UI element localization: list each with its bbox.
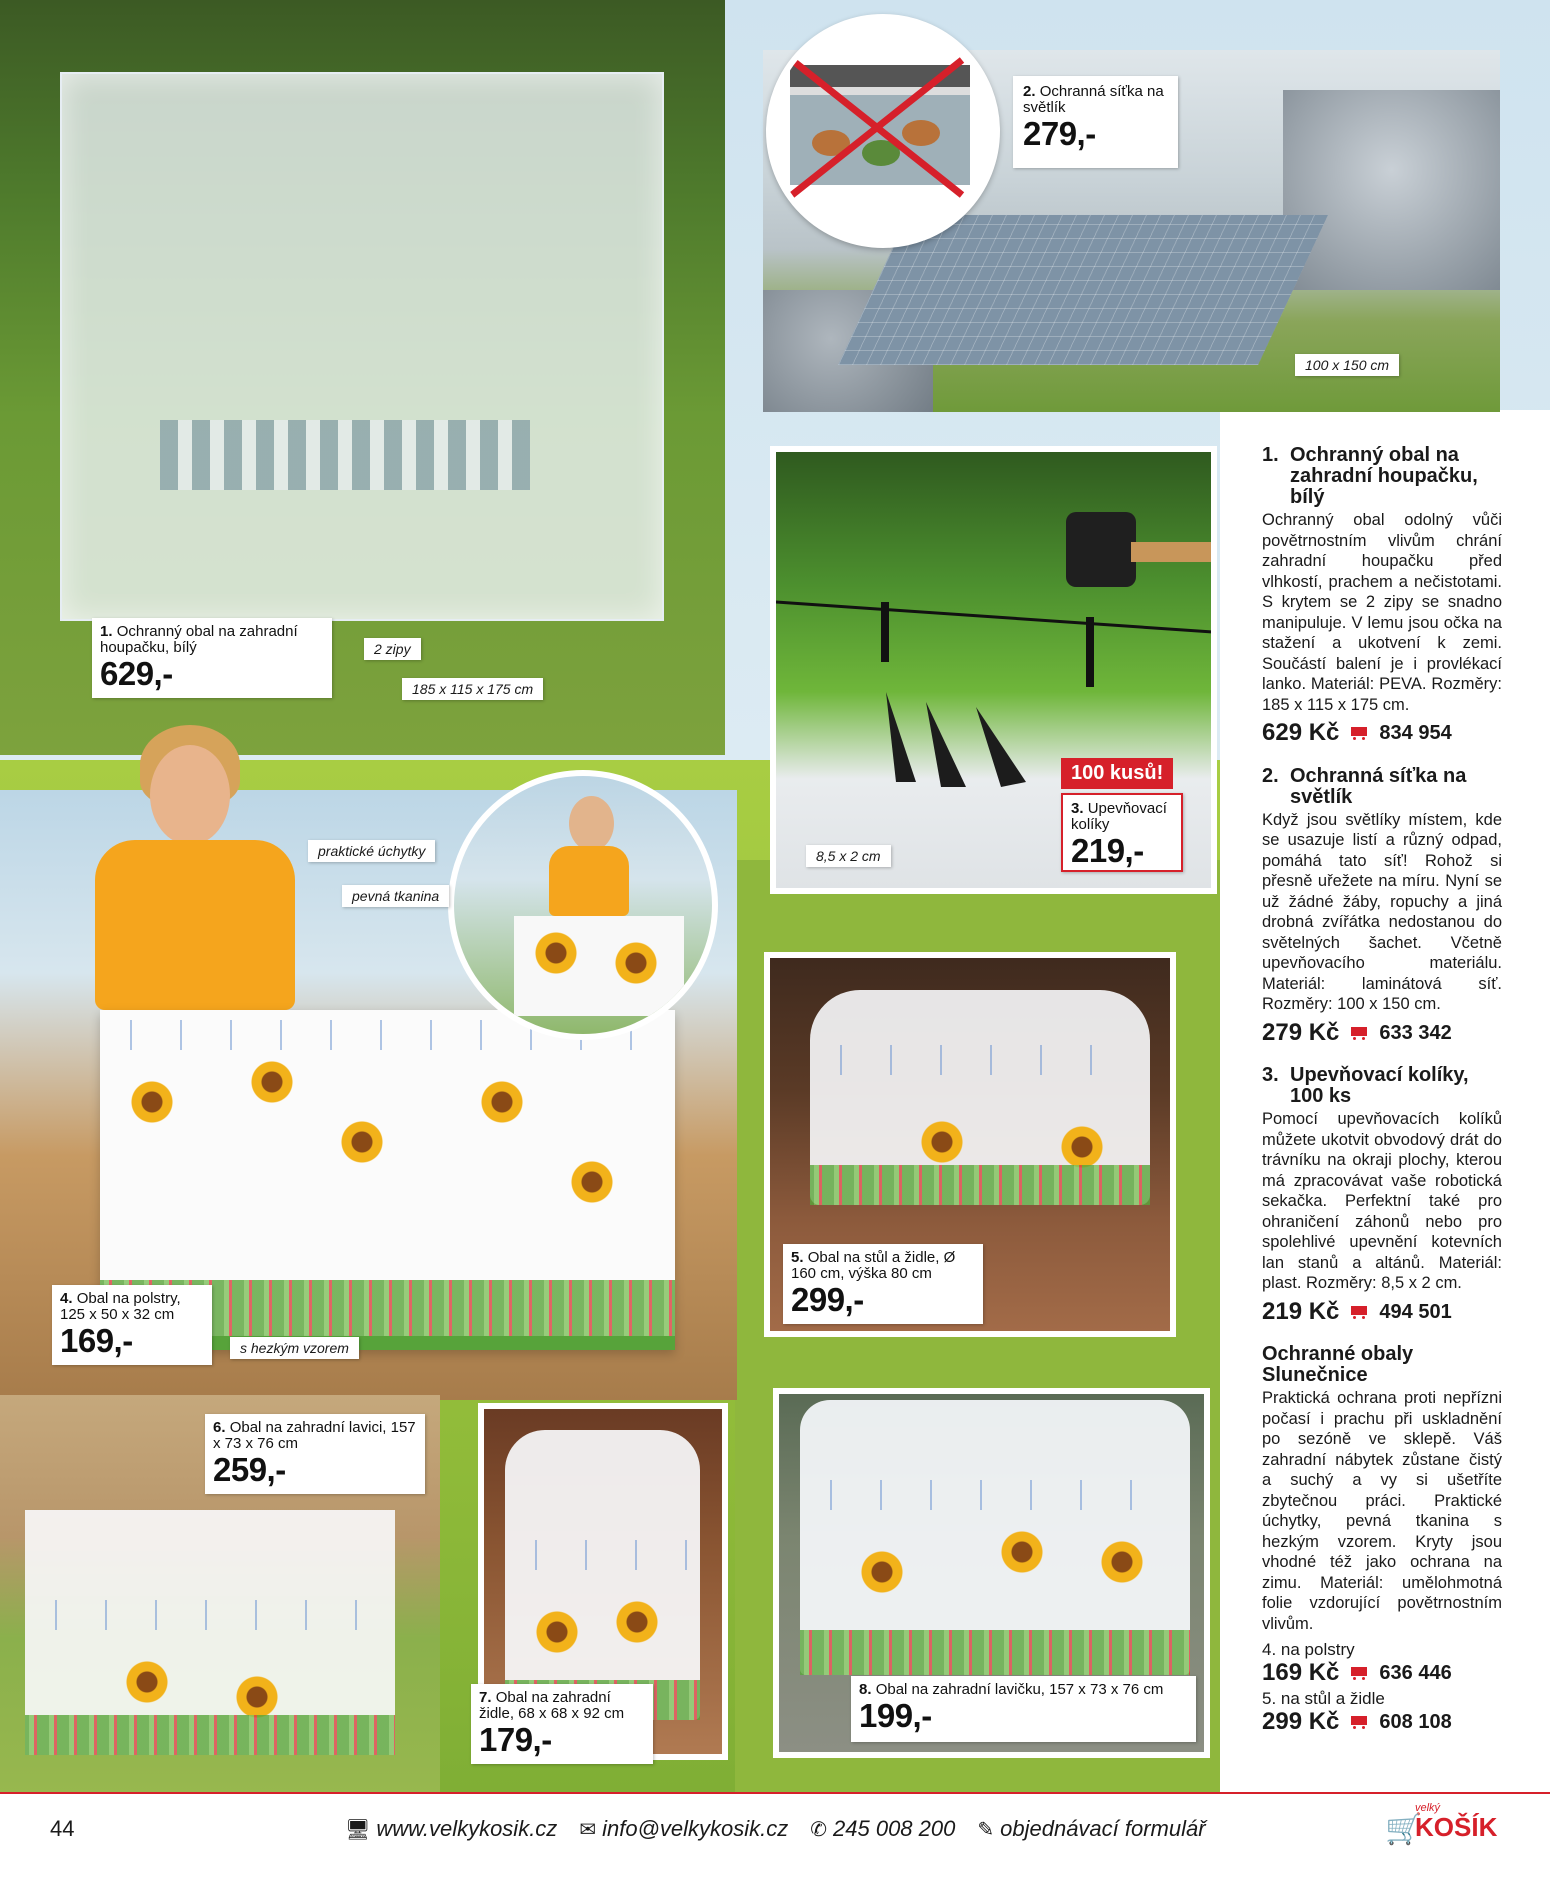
product-label-4 bbox=[52, 1285, 212, 1365]
garden-bench-cover bbox=[25, 1510, 395, 1755]
order-code: 633 342 bbox=[1379, 1021, 1452, 1044]
price: 629 Kč bbox=[1262, 719, 1340, 746]
page-number: 44 bbox=[50, 1816, 75, 1841]
logo-big-text: KOŠÍK bbox=[1415, 1812, 1498, 1842]
phone-text: 245 008 200 bbox=[833, 1816, 956, 1841]
cloud-pattern bbox=[515, 1540, 690, 1570]
flower-border bbox=[800, 1630, 1190, 1675]
phone-link[interactable] bbox=[810, 1816, 955, 1842]
skylight-inset-circle bbox=[766, 14, 1000, 248]
cart-icon bbox=[1349, 725, 1369, 741]
section-title: Ochranná síťka na světlík bbox=[1290, 764, 1467, 808]
handles-tag: praktické úchytky bbox=[308, 840, 435, 862]
product-number: 7. bbox=[479, 1689, 492, 1706]
sunflower-icon bbox=[920, 1120, 964, 1164]
price: 219 Kč bbox=[1262, 1297, 1340, 1325]
sunflower-icon bbox=[480, 1080, 524, 1124]
product-number: 5. bbox=[791, 1249, 804, 1266]
sunflower-icon bbox=[1100, 1540, 1144, 1584]
woman-face bbox=[569, 796, 614, 851]
section-title: Ochranné obaly Slunečnice bbox=[1262, 1343, 1414, 1386]
price-row bbox=[1262, 719, 1502, 746]
strap-tag: pevná tkanina bbox=[342, 885, 449, 907]
product-price: 219,- bbox=[1071, 832, 1144, 869]
product-label-8 bbox=[851, 1676, 1196, 1742]
product-label-1 bbox=[92, 618, 332, 698]
sunflower-icon bbox=[235, 1675, 279, 1719]
rocks-top bbox=[1283, 90, 1500, 290]
order-form-text: objednávací formulář bbox=[1000, 1816, 1206, 1841]
sunflower-icon bbox=[614, 941, 658, 985]
product-label-2 bbox=[1013, 76, 1178, 168]
variant-label: 4. na polstry bbox=[1262, 1640, 1355, 1659]
sunflower-icon bbox=[534, 931, 578, 975]
order-form-link[interactable] bbox=[977, 1816, 1205, 1842]
price-row bbox=[1262, 1707, 1502, 1735]
section-number: 3. bbox=[1262, 1064, 1279, 1086]
phone-icon: ✆ bbox=[810, 1818, 828, 1841]
product-label-6 bbox=[205, 1414, 425, 1494]
section-1 bbox=[1262, 445, 1502, 744]
sunflower-icon bbox=[250, 1060, 294, 1104]
sunflower-icon bbox=[1000, 1530, 1044, 1574]
section-title: Upevňovací kolíky, 100 ks bbox=[1290, 1064, 1469, 1107]
product-name: Obal na polstry, 125 x 50 x 32 cm bbox=[60, 1290, 181, 1323]
size-tag: 100 x 150 cm bbox=[1295, 354, 1399, 376]
section-text: Praktická ochrana proti nepřízni počasí i prachu při uskladnění po sezóně ve sklepě. Váš zahradní nábytek zůstane čistý a suchý a vy si ušetříte zbytečnou práci. Praktické úchytky, pevná tkanina s hezkým vzorem. Kryty jsou vhodné též jako ochrana na zimu. Materiál: umělohmotná folie vzdorující povětrnostním vlivům. bbox=[1262, 1389, 1502, 1633]
swing-seat bbox=[160, 420, 530, 490]
price: 169 Kč bbox=[1262, 1658, 1340, 1686]
table-chairs-cover bbox=[810, 990, 1150, 1205]
bag-inset-circle bbox=[448, 770, 718, 1040]
product-name: Obal na zahradní lavičku, 157 x 73 x 76 cm bbox=[875, 1681, 1164, 1698]
form-icon: ✎ bbox=[977, 1818, 995, 1841]
woman-shirt bbox=[549, 846, 629, 916]
section-number: 2. bbox=[1262, 764, 1279, 787]
section-text: Pomocí upevňovacích kolíků můžete ukotvit obvodový drát do trávníku na okraji plochy, kterou má zpracovávat vaše robotická sekačka. Perfektní také pro ohraničení záhonů nebo pro spolehlivé upevnění kotevních lan stanů a altánů. Materiál: plast. Rozměry: 8,5 x 2 cm. bbox=[1262, 1110, 1502, 1292]
sunflower-icon bbox=[130, 1080, 174, 1124]
garden-chair-cover bbox=[505, 1430, 700, 1720]
section-3 bbox=[1262, 1064, 1502, 1325]
flower-border bbox=[25, 1715, 395, 1755]
product-number: 4. bbox=[60, 1290, 73, 1307]
sunflower-icon bbox=[860, 1550, 904, 1594]
section-number: 1. bbox=[1262, 444, 1279, 466]
cart-icon bbox=[1349, 1665, 1369, 1681]
product-name: Obal na zahradní lavici, 157 x 73 x 76 cm bbox=[213, 1419, 416, 1452]
product-number: 3. bbox=[1071, 800, 1084, 817]
product-price: 199,- bbox=[859, 1697, 932, 1734]
section-2 bbox=[1262, 766, 1502, 1044]
section-text: Když jsou světlíky místem, kde se usazuje listí a různý odpad, pomáhá tato síť! Rohož si přesně uřežete na míru. Nyní se už žádné žáby, ropuchy a jiná drobná zvířátka nedostanou do světelných šachet. Včetně upevňovacího materiálu. Materiál: laminátová síť. Rozměry: 100 x 150 cm. bbox=[1262, 810, 1502, 1013]
product-number: 1. bbox=[100, 623, 113, 640]
woman-face bbox=[150, 745, 230, 845]
product-label-5 bbox=[783, 1244, 983, 1324]
footer bbox=[0, 1792, 1550, 1883]
product-price: 629,- bbox=[100, 655, 173, 692]
flower-border bbox=[810, 1165, 1150, 1205]
sunflower-icon bbox=[570, 1160, 614, 1204]
order-code: 636 446 bbox=[1379, 1661, 1452, 1684]
sunflower-icon bbox=[125, 1660, 169, 1704]
sunflower-icon bbox=[615, 1600, 659, 1644]
product-price: 279,- bbox=[1023, 115, 1096, 152]
order-code: 608 108 bbox=[1379, 1710, 1452, 1733]
cloud-pattern bbox=[810, 1480, 1180, 1510]
product-price: 169,- bbox=[60, 1322, 133, 1359]
email-link[interactable] bbox=[579, 1816, 788, 1842]
product-name: Obal na stůl a židle, Ø 160 cm, výška 80 cm bbox=[791, 1249, 956, 1282]
price-row bbox=[1262, 1658, 1502, 1686]
product-name: Ochranná síťka na světlík bbox=[1023, 83, 1164, 116]
section-4 bbox=[1262, 1343, 1502, 1735]
sunflower-icon bbox=[1060, 1125, 1104, 1169]
garden-bench2-cover bbox=[800, 1400, 1190, 1675]
product-number: 6. bbox=[213, 1419, 226, 1436]
storage-bag bbox=[514, 916, 684, 1016]
cart-icon bbox=[1349, 1025, 1369, 1041]
cart-icon bbox=[1349, 1714, 1369, 1730]
cloud-pattern bbox=[35, 1600, 385, 1630]
sunflower-icon bbox=[340, 1120, 384, 1164]
swing-cover bbox=[60, 72, 664, 621]
website-link[interactable] bbox=[345, 1816, 557, 1842]
cross-out-icon bbox=[772, 20, 982, 230]
product-number: 8. bbox=[859, 1681, 872, 1698]
size-tag: 8,5 x 2 cm bbox=[806, 845, 891, 867]
price: 299 Kč bbox=[1262, 1707, 1340, 1735]
variant-label: 5. na stůl a židle bbox=[1262, 1689, 1385, 1708]
woman-shirt bbox=[95, 840, 295, 1010]
contact-bar bbox=[345, 1816, 1206, 1842]
email-text: info@velkykosik.cz bbox=[602, 1816, 789, 1841]
price: 279 Kč bbox=[1262, 1018, 1340, 1046]
velky-kosik-logo[interactable] bbox=[1385, 1802, 1505, 1852]
cart-icon bbox=[1349, 1304, 1369, 1320]
section-title: Ochranný obal na zahradní houpačku, bílý bbox=[1290, 444, 1478, 508]
basket-logo-icon: 🛒 bbox=[1385, 1813, 1423, 1846]
sunflower-icon bbox=[535, 1610, 579, 1654]
product-name: Ochranný obal na zahradní houpačku, bílý bbox=[100, 623, 298, 656]
product-name: Upevňovací kolíky bbox=[1071, 800, 1167, 833]
size-tag: 185 x 115 x 175 cm bbox=[402, 678, 543, 700]
product-label-3 bbox=[1061, 793, 1183, 872]
price-row bbox=[1262, 1018, 1502, 1046]
product-price: 259,- bbox=[213, 1451, 286, 1488]
section-text: Ochranný obal odolný vůči povětrnostním vlivům chrání zahradní houpačku před vlhkostí, prachem a nečistotami. S krytem se 2 zipy se snadno manipuluje. V lemu jsou očka na stažení a ukotvení k zemi. Součástí balení je i provlékací lanko. Materiál: PEVA. Rozměry: 185 x 115 x 175 cm. bbox=[1262, 511, 1502, 714]
monitor-icon: 🖥 bbox=[345, 1818, 371, 1841]
cloud-pattern bbox=[820, 1045, 1140, 1075]
quantity-badge: 100 kusů! bbox=[1061, 758, 1173, 789]
product-price: 179,- bbox=[479, 1721, 552, 1758]
product-label-7 bbox=[471, 1684, 653, 1764]
price-row bbox=[1262, 1297, 1502, 1325]
envelope-icon: ✉ bbox=[579, 1818, 597, 1841]
product-description-column bbox=[1262, 444, 1502, 1735]
zips-tag: 2 zipy bbox=[364, 638, 421, 660]
product-price: 299,- bbox=[791, 1281, 864, 1318]
pattern-tag: s hezkým vzorem bbox=[230, 1337, 359, 1359]
order-code: 494 501 bbox=[1379, 1300, 1452, 1323]
product-name: Obal na zahradní židle, 68 x 68 x 92 cm bbox=[479, 1689, 625, 1722]
order-code: 834 954 bbox=[1379, 722, 1452, 744]
website-text: www.velkykosik.cz bbox=[376, 1816, 558, 1841]
logo-small-text: velký bbox=[1415, 1802, 1441, 1814]
product-number: 2. bbox=[1023, 83, 1036, 100]
